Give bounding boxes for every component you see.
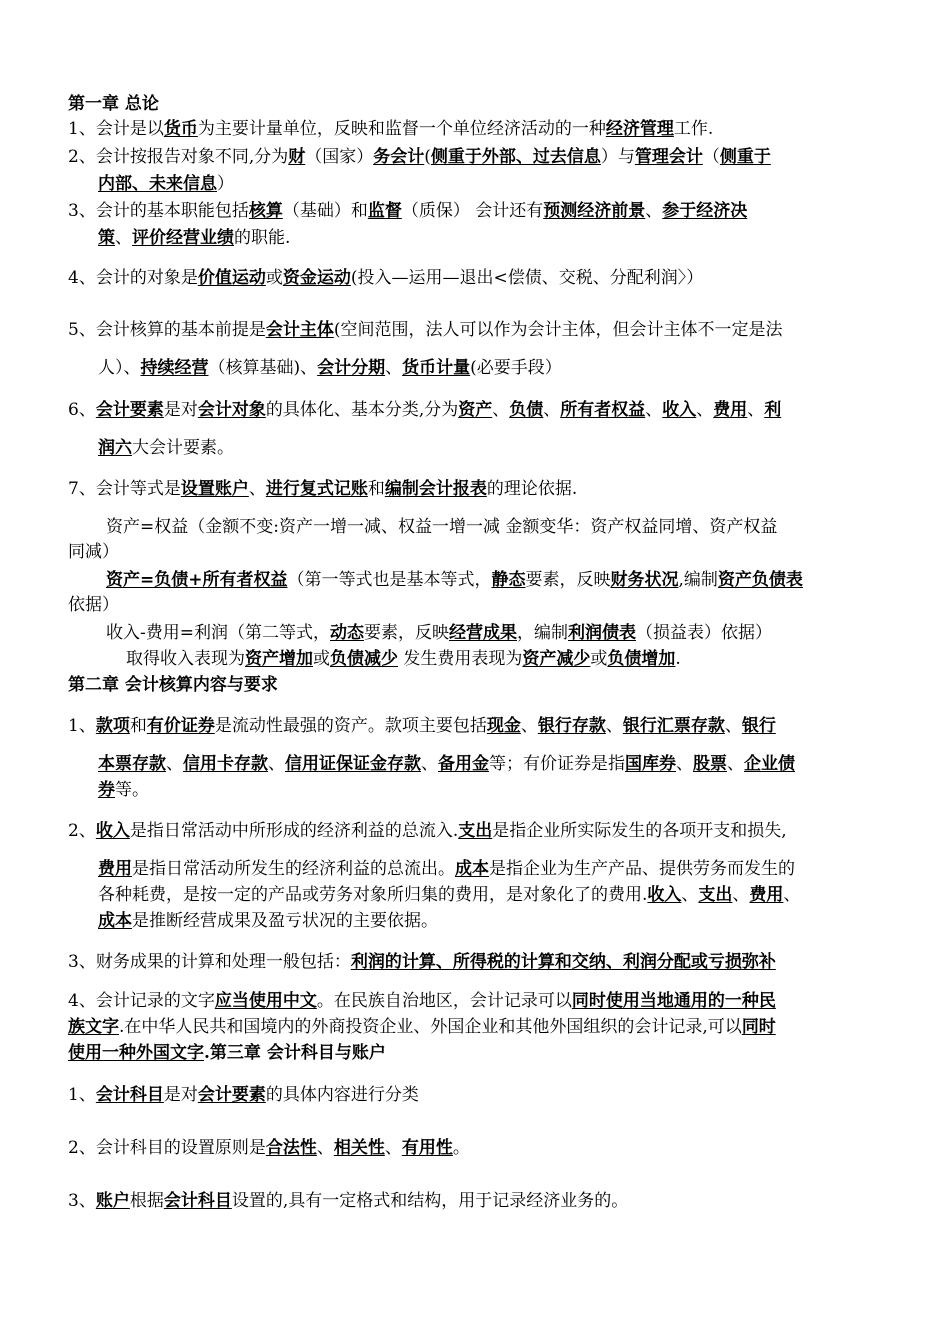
item-number: 7、 — [68, 479, 96, 499]
key-term: 监督 — [367, 201, 402, 221]
key-term: 策 — [98, 228, 115, 248]
key-term: 持续经营 — [140, 358, 209, 378]
body-text: 是推断经营成果及盈亏状况的主要依据。 — [132, 911, 438, 931]
key-term: 合法性 — [265, 1138, 317, 1158]
body-text: 、 — [543, 400, 561, 420]
heading-text: . — [204, 1043, 210, 1063]
body-text: 是指企业为生产产品、提供劳务而发生的 — [489, 859, 795, 879]
body-text: （损益表）依据） — [636, 623, 772, 643]
key-term: 银行存款 — [537, 716, 606, 736]
body-text: 会计记录的文字 — [95, 991, 215, 1011]
text-line — [68, 541, 119, 563]
key-term: 相关性 — [333, 1138, 385, 1158]
item-number: 5、 — [68, 320, 96, 340]
key-term: 成本 — [455, 859, 489, 879]
body-text: 、 — [676, 754, 693, 774]
text-line — [98, 173, 234, 195]
body-text: ,编制 — [678, 570, 718, 590]
key-term: 侧重于 — [719, 147, 771, 167]
item-number: 2、 — [68, 147, 96, 167]
key-term: 进行复式记账 — [265, 479, 368, 499]
key-term: 润六 — [98, 438, 132, 458]
text-line — [68, 319, 782, 341]
body-text: 会计的对象是 — [95, 268, 198, 288]
body-text: (空间范围，法人可以作为会计主体，但会计主体不一定是法 — [333, 320, 783, 340]
key-term: 财 — [288, 147, 306, 167]
body-text: 或 — [590, 649, 608, 669]
text-line — [68, 200, 747, 222]
text-line — [98, 357, 562, 379]
body-text: （ — [702, 147, 720, 167]
body-text: 会计的基本职能包括 — [95, 201, 249, 221]
key-term: 资产负债表 — [717, 570, 803, 590]
item-number: 1、 — [68, 716, 96, 736]
body-text: 是指日常活动中所形成的经济利益的总流入. — [129, 821, 459, 841]
body-text: 、 — [724, 716, 742, 736]
body-text: (投入—运用—退出<偿债、交税、分配利润〉） — [350, 268, 704, 288]
text-line — [68, 820, 787, 842]
body-text: 各种耗费，是按一定的产品或劳务对象所归集的费用，是对象化了的费用. — [98, 885, 648, 905]
body-text: 、 — [492, 400, 510, 420]
key-term: 同时 — [741, 1017, 776, 1037]
text-line — [68, 990, 776, 1012]
key-term: 有价证券 — [146, 716, 215, 736]
body-text: 、 — [605, 716, 623, 736]
body-text: 、 — [248, 479, 266, 499]
key-term: 使用一种外国文字 — [68, 1043, 204, 1063]
body-text: 、 — [747, 400, 765, 420]
body-text: 或 — [313, 649, 330, 669]
key-term: 经营成果 — [449, 623, 517, 643]
item-number: 6、 — [68, 400, 96, 420]
key-term: 货币计量 — [402, 358, 471, 378]
body-text: 、 — [166, 754, 183, 774]
body-text: 依据） — [68, 595, 119, 615]
text-line — [98, 437, 234, 459]
text-line — [98, 779, 149, 801]
key-term: 会计要素 — [197, 1085, 266, 1105]
key-term: 收入 — [662, 400, 697, 420]
body-text: ） — [217, 174, 234, 194]
text-line — [98, 227, 290, 249]
key-term: 利 — [764, 400, 782, 420]
key-term: 负债 — [509, 400, 544, 420]
body-text: 等。 — [115, 780, 149, 800]
key-term: 资产 — [458, 400, 493, 420]
body-text: 和 — [367, 479, 385, 499]
body-text: 、 — [645, 400, 663, 420]
body-text: 取得收入表现为 — [126, 649, 245, 669]
body-text: 等；有价证券是指 — [489, 754, 625, 774]
item-number: 3、 — [68, 1191, 96, 1211]
text-line — [68, 1084, 419, 1106]
key-term: 券 — [98, 780, 115, 800]
key-term: 利润的计算、所得税的计算和交纳、利润分配或亏损弥补 — [350, 952, 776, 972]
text-line — [68, 118, 713, 140]
key-term: 本票存款 — [98, 754, 166, 774]
body-text: 的理论依据. — [486, 479, 578, 499]
body-text: 、 — [681, 885, 699, 905]
key-term: 信用证保证金存款 — [285, 754, 421, 774]
body-text: 、 — [385, 358, 403, 378]
text-line — [68, 93, 159, 115]
body-text: 是流动性最强的资产。款项主要包括 — [214, 716, 487, 736]
key-term: 资产减少 — [522, 649, 591, 669]
body-text: 为主要计量单位，反映和监督一个单位经济活动的一种 — [197, 119, 606, 139]
key-term: 资产=负债+所有者权益 — [106, 570, 288, 590]
body-text: 收入-费用=利润（第二等式， — [106, 623, 330, 643]
text-line — [68, 715, 776, 737]
body-text: 。 — [452, 1138, 470, 1158]
body-text: 会计是以 — [95, 119, 164, 139]
key-term: 款项 — [95, 716, 130, 736]
key-term: 财务状况 — [610, 570, 679, 590]
key-term: 信用卡存款 — [183, 754, 268, 774]
text-line — [68, 1190, 628, 1212]
body-text: 财务成果的计算和处理一般包括： — [95, 952, 351, 972]
text-line — [68, 1042, 386, 1064]
body-text: 要素，反映 — [525, 570, 611, 590]
body-text: 工作. — [673, 119, 714, 139]
body-text: （质保） 会计还有 — [401, 201, 544, 221]
body-text: 根据 — [129, 1191, 164, 1211]
key-term: 价值运动 — [197, 268, 266, 288]
key-term: 费用 — [713, 400, 748, 420]
body-text: 发生费用表现为 — [398, 649, 523, 669]
body-text: 、 — [421, 754, 438, 774]
body-text: 、 — [645, 201, 663, 221]
key-term: 会计分期 — [317, 358, 386, 378]
key-term: 利润债表 — [568, 623, 636, 643]
heading-text: 第二章 会计核算内容与要求 — [68, 675, 278, 695]
key-term: 编制会计报表 — [384, 479, 487, 499]
key-term: 负债增加 — [607, 649, 676, 669]
key-term: 内部、未来信息 — [98, 174, 217, 194]
key-term: 族文字 — [68, 1017, 119, 1037]
body-text: 、 — [696, 400, 714, 420]
key-term: 应当使用中文 — [214, 991, 317, 1011]
key-term: 货币 — [163, 119, 198, 139]
key-term: 预测经济前景 — [543, 201, 646, 221]
key-term: 管理会计 — [634, 147, 703, 167]
body-text: 和 — [129, 716, 147, 736]
text-line — [98, 884, 800, 906]
body-text: 。在民族自治地区，会计记录可以 — [316, 991, 572, 1011]
body-text: 、 — [268, 754, 285, 774]
body-text: ）与 — [600, 147, 635, 167]
item-number: 1、 — [68, 119, 96, 139]
text-line — [68, 951, 776, 973]
key-term: 备用金 — [438, 754, 489, 774]
body-text: 、 — [783, 885, 801, 905]
item-number: 2、 — [68, 821, 96, 841]
body-text: 会计科目的设置原则是 — [95, 1138, 266, 1158]
text-line — [68, 594, 119, 616]
body-text: 、 — [384, 1138, 402, 1158]
text-line — [68, 478, 577, 500]
key-term: 收入 — [647, 885, 682, 905]
body-text: （第一等式也是基本等式， — [287, 570, 492, 590]
key-term: 股票 — [693, 754, 727, 774]
item-number: 1、 — [68, 1085, 96, 1105]
key-term: 成本 — [98, 911, 132, 931]
key-term: 会计对象 — [197, 400, 266, 420]
body-text: ，编制 — [517, 623, 568, 643]
key-term: 静态 — [491, 570, 526, 590]
text-line — [68, 1137, 470, 1159]
key-term: 账户 — [95, 1191, 130, 1211]
key-term: 经济管理 — [605, 119, 674, 139]
key-term: 参于经济决 — [662, 201, 748, 221]
key-term: 设置账户 — [180, 479, 249, 499]
key-term: 资金运动 — [282, 268, 351, 288]
text-line — [98, 910, 438, 932]
text-line — [106, 569, 803, 591]
key-term: 会计科目 — [163, 1191, 232, 1211]
key-term: 有用性 — [401, 1138, 453, 1158]
key-term: 收入 — [95, 821, 130, 841]
body-text: 的具体化、基本分类,分为 — [265, 400, 459, 420]
body-text: 资产=权益（金额不变:资产一增一减、权益一增一减 金额变华：资产权益同增、资产权益 — [106, 517, 778, 537]
body-text: . — [675, 649, 681, 669]
text-line — [98, 753, 795, 775]
body-text: 、 — [316, 1138, 334, 1158]
text-line — [68, 267, 703, 289]
text-line — [106, 622, 772, 644]
key-term: 企业债 — [744, 754, 795, 774]
key-term: 银行 — [741, 716, 776, 736]
key-term: 会计科目 — [95, 1085, 164, 1105]
body-text: 人）、 — [98, 358, 141, 378]
key-term: 国库券 — [625, 754, 676, 774]
text-line — [68, 146, 771, 168]
key-term: 支出 — [698, 885, 733, 905]
heading-text: 第一章 总论 — [68, 94, 159, 114]
key-term: 银行汇票存款 — [622, 716, 725, 736]
body-text: 、 — [727, 754, 744, 774]
body-text: 要素，反映 — [364, 623, 449, 643]
key-term: 费用 — [98, 859, 132, 879]
item-number: 4、 — [68, 991, 96, 1011]
body-text: 会计核算的基本前提是 — [95, 320, 266, 340]
body-text: ( — [424, 147, 431, 167]
text-line — [106, 516, 777, 538]
key-term: 核算 — [248, 201, 283, 221]
body-text: 是对 — [163, 1085, 198, 1105]
body-text: 的职能. — [234, 228, 291, 248]
item-number: 2、 — [68, 1138, 96, 1158]
body-text: .在中华人民共和国境内的外商投资企业、外国企业和其他外国组织的会计记录,可以 — [119, 1017, 742, 1037]
key-term: 会计主体 — [265, 320, 334, 340]
item-number: 3、 — [68, 952, 96, 972]
body-text: 、 — [732, 885, 750, 905]
body-text: 会计等式是 — [95, 479, 181, 499]
text-line — [68, 674, 278, 696]
body-text: （国家） — [305, 147, 374, 167]
item-number: 3、 — [68, 201, 96, 221]
key-term: 负债减少 — [330, 649, 398, 669]
body-text: 、 — [520, 716, 538, 736]
text-line — [68, 399, 781, 421]
item-number: 4、 — [68, 268, 96, 288]
key-term: 同时使用当地通用的一种民 — [571, 991, 776, 1011]
body-text: 、 — [115, 228, 132, 248]
body-text: 是指日常活动所发生的经济利益的总流出。 — [132, 859, 455, 879]
key-term: 评价经营业绩 — [132, 228, 234, 248]
body-text: （基础）和 — [282, 201, 368, 221]
body-text: 是指企业所实际发生的各项开支和损失, — [492, 821, 787, 841]
body-text: 是对 — [163, 400, 198, 420]
key-term: 费用 — [749, 885, 784, 905]
body-text: 同减） — [68, 542, 119, 562]
text-line — [68, 1016, 776, 1038]
key-term: 会计要素 — [95, 400, 164, 420]
key-term: 支出 — [458, 821, 493, 841]
key-term: 动态 — [330, 623, 364, 643]
body-text: (必要手段） — [470, 358, 562, 378]
body-text: （核算基础)、 — [208, 358, 318, 378]
text-line — [126, 648, 681, 670]
body-text: 大会计要素。 — [132, 438, 234, 458]
body-text: 的具体内容进行分类 — [265, 1085, 419, 1105]
key-term: 所有者权益 — [560, 400, 646, 420]
key-term: 现金 — [486, 716, 521, 736]
key-term: 务会计 — [373, 147, 425, 167]
body-text: 或 — [265, 268, 283, 288]
text-line — [98, 858, 795, 880]
heading-text: 第三章 会计科目与账户 — [209, 1043, 386, 1063]
key-term: 资产增加 — [245, 649, 313, 669]
key-term: 侧重于外部、过去信息 — [430, 147, 601, 167]
body-text: 会计按报告对象不同,分为 — [95, 147, 289, 167]
body-text: 设置的,具有一定格式和结构，用于记录经济业务的。 — [231, 1191, 629, 1211]
